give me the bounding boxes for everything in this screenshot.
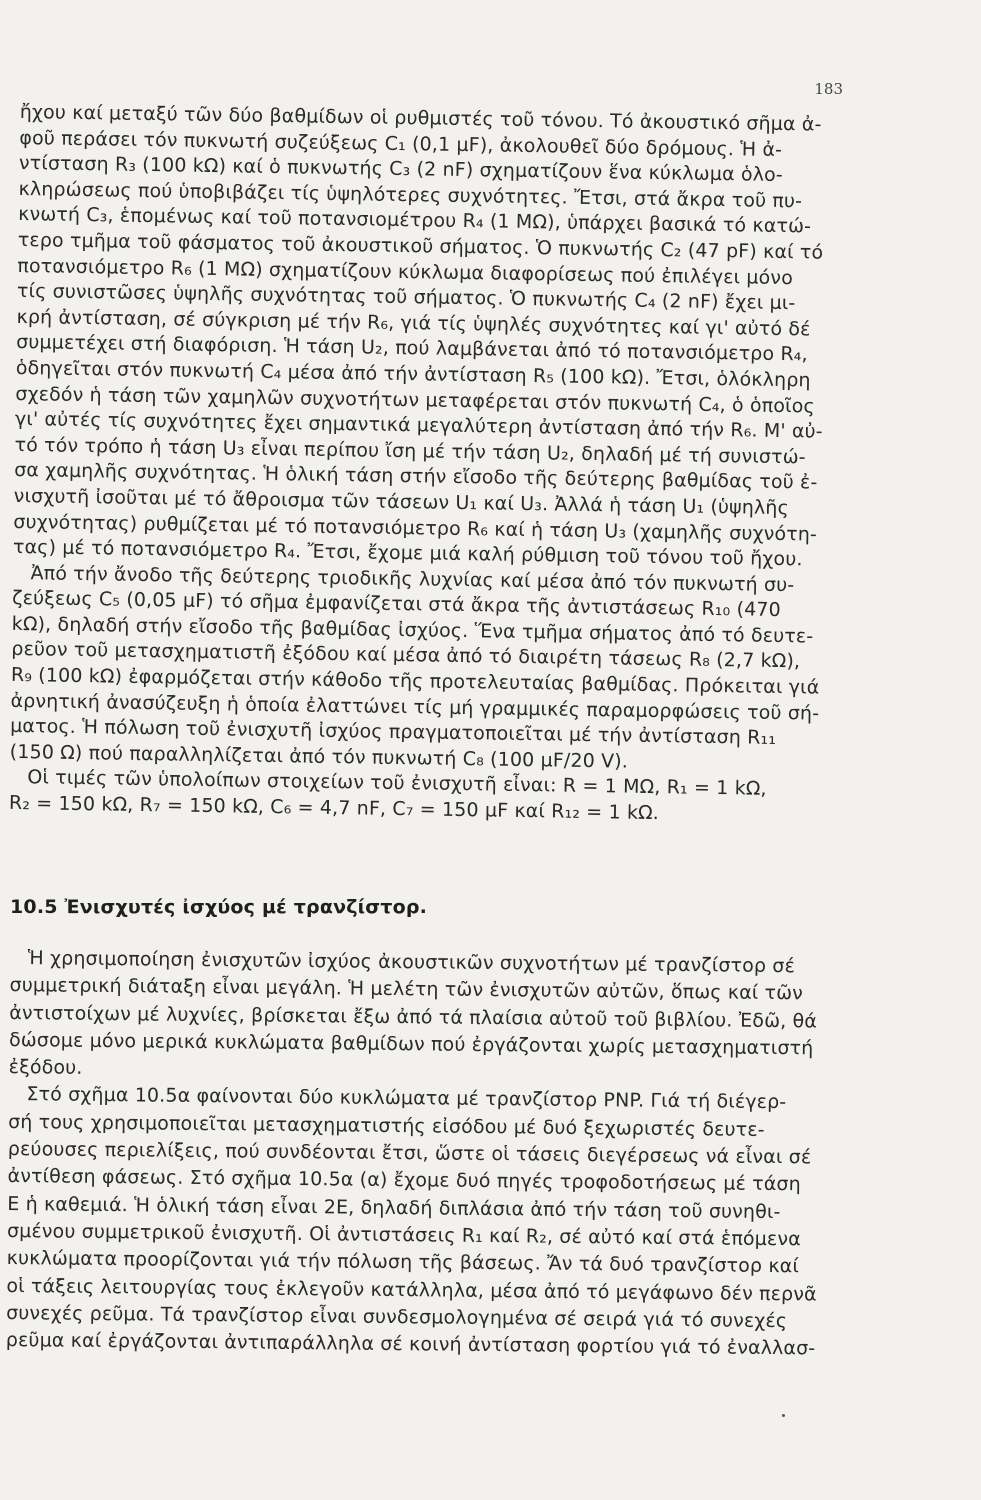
text-line: ἀρνητική ἀνασύζευξη ἡ ὁποία ἐλαττώνει τίς μή γραμμικές παραμορφώσεις τοῦ σή- [10,689,820,725]
page-number: 183 [814,80,843,98]
text-line: τό τόν τρόπο ἡ τάση U₃ εἶναι περίπου ἴση μέ τήν τάση U₂, δηλαδή μέ τή συνιστώ- [14,433,806,469]
text-line: σή τους χρησιμοποιεῖται μετασχηματιστής εἰσόδου μέ δυό ξεχωριστές δευτε- [8,1110,765,1141]
text-line: κυκλώματα προορίζονται γιά τήν πόλωση τῆς βάσεως. Ἄν τά δυό τρανζίστορ καί [6,1247,800,1278]
text-line: ζεύξεως C₅ (0,05 μF) τό σῆμα ἐμφανίζεται στά ἄκρα τῆς ἀντιστάσεως R₁₀ (470 [12,587,782,622]
text-line: δώσομε μόνο μερικά κυκλώματα βαθμίδων πού ἐργάζονται χωρίς μετασχηματιστή [8,1028,814,1060]
text-line: νισχυτῆ ἰσοῦται μέ τό ἄθροισμα τῶν τάσεων U₁ καί U₃. Ἀλλά ἡ τάση U₁ (ὑψηλῆς [13,484,790,520]
text-line: Ἡ χρησιμοποίηση ἐνισχυτῶν ἰσχύος ἀκουστικῶν συχνοτήτων μέ τρανζίστορ σέ [27,947,796,978]
text-line: κληρώσεως πού ὑποβιβάζει τίς ὑψηλότερες συχνότητες. Ἔτσι, στά ἄκρα τοῦ πυ- [18,177,803,213]
text-line: R₉ (100 kΩ) ἐφαρμόζεται στήν κάθοδο τῆς προτελευταίας βαθμίδας. Πρόκειται γιά [10,663,820,699]
text-line: (150 Ω) πού παραλληλίζεται ἀπό τόν πυκνωτή C₈ (100 μF/20 V). [9,740,629,773]
text-line: ματος. Ἡ πόλωση τοῦ ἐνισχυτῆ ἰσχύος πραγματοποιεῖται μέ τήν ἀντίσταση R₁₁ [9,715,777,750]
text-line: ἀντιστοίχων μέ λυχνίες, βρίσκεται ἔξω ἀπό τά πλαίσια αὐτοῦ τοῦ βιβλίου. Ἐδῶ, θά [9,1001,818,1033]
text-line: ἐξόδου. [8,1056,83,1079]
text-line: ρεῦμα καί ἐργάζονται ἀντιπαράλληλα σέ κοινή ἀντίσταση φορτίου γιά τό ἐναλλασ- [5,1329,816,1360]
text-line: ντίσταση R₃ (100 kΩ) καί ὁ πυκνωτής C₃ (2 nF) σχηματίζουν ἕνα κύκλωμα ὁλο- [18,152,784,187]
text-line: ἤχου καί μεταξύ τῶν δύο βαθμίδων οἱ ρυθμιστές τοῦ τόνου. Τό ἀκουστικό σῆμα ἀ- [19,100,822,136]
text-line: κνωτή C₃, ἑπομένως καί τοῦ ποτανσιομέτρου R₄ (1 MΩ), ὑπάρχει βασικά τό κατώ- [18,203,812,238]
paragraph-4 [9,945,840,1090]
text-line: τίς συνιστῶσες ὑψηλῆς συχνότητας τοῦ σήματος. Ὁ πυκνωτής C₄ (2 nF) ἔχει μι- [16,280,796,315]
text-line: σχεδόν ἡ τάση τῶν χαμηλῶν συχνοτήτων μεταφέρεται στόν πυκνωτή C₄, ὁ ὁποῖος [15,382,815,418]
text-line: ποτανσιόμετρο R₆ (1 MΩ) σχηματίζουν κύκλωμα διαφορίσεως πού ἐπιλέγει μόνο [17,254,794,289]
text-line: Ἀπό τήν ἄνοδο τῆς δεύτερης τριοδικῆς λυχνίας καί μέσα ἀπό τόν πυκνωτή συ- [30,561,795,596]
text-line: ἀντίθεση φάσεως. Στό σχῆμα 10.5α (α) ἔχομε δυό πηγές τροφοδοτήσεως μέ τάση [7,1165,801,1196]
text-line: συνεχές ρεῦμα. Τά τρανζίστορ εἶναι συνδεσμολογημένα σέ σειρά γιά τό συνεχές [6,1301,788,1333]
text-line: συμμετρική διάταξη εἶναι μεγάλη. Ἡ μελέτη τῶν ἐνισχυτῶν αὐτῶν, ὅπως καί τῶν [9,974,804,1005]
text-line: συχνότητας) ρυθμίζεται μέ τό ποτανσιόμετρο R₆ καί ἡ τάση U₃ (χαμηλῆς συχνότη- [13,510,818,546]
paragraph-2 [10,561,843,779]
text-line: τερο τμῆμα τοῦ φάσματος τοῦ ἀκουστικοῦ σήματος. Ὁ πυκνωτής C₂ (47 pF) καί τό [17,228,824,264]
section-heading: 10.5 Ἐνισχυτές ἰσχύος μέ τρανζίστορ. [10,896,428,918]
text-line: κρή ἀντίσταση, σέ σύγκριση μέ τήν R₆, γιά τίς ὑψηλές συχνότητες καί γι' αὐτό δέ [16,305,811,341]
text-line: οἱ τάξεις λειτουργίας τους ἐκλεγοῦν κατάλληλα, μέσα ἀπό τό μεγάφωνο δέν περνᾶ [6,1274,817,1306]
text-line: E ἡ καθεμιά. Ἡ ὁλική τάση εἶναι 2E, δηλαδή διπλάσια ἀπό τήν τάση τοῦ συνηθι- [7,1192,781,1223]
text-line: Στό σχῆμα 10.5α φαίνονται δύο κυκλώματα μέ τρανζίστορ PNP. Γιά τή διέγερ- [26,1083,787,1114]
text-line: γι' αὐτές τίς συχνότητες ἔχει σημαντικά μεγαλύτερη ἀντίσταση ἀπό τήν R₆. Μ' αὐ- [14,408,823,443]
text-line: Οἱ τιμές τῶν ὑπολοίπων στοιχείων τοῦ ἐνισχυτῆ εἶναι: R = 1 MΩ, R₁ = 1 kΩ, [27,766,767,801]
scan-speck [782,1414,785,1417]
lower-text-block [6,945,840,1363]
text-line: R₂ = 150 kΩ, R₇ = 150 kΩ, C₆ = 4,7 nF, C₇ = 150 μF καί R₁₂ = 1 kΩ. [8,791,660,825]
text-line: ρεύουσες περιελίξεις, πού συνδέονται ἔτσι, ὥστε οἱ τάσεις διεγέρσεως νά εἶναι σέ [7,1138,812,1169]
paragraph-1 [13,100,850,574]
text-line: τας) μέ τό ποτανσιόμετρο R₄. Ἔτσι, ἔχομε μιά καλή ρύθμιση τοῦ τόνου τοῦ ἤχου. [12,536,803,571]
upper-text-block [9,100,850,830]
text-line: kΩ), δηλαδή στήν εἴσοδο τῆς βαθμίδας ἰσχύος. Ἕνα τμῆμα σήματος ἀπό τό δευτε- [11,612,814,648]
text-line: συμμετέχει στή διαφόριση. Ἡ τάση U₂, πού λαμβάνεται ἀπό τό ποτανσιόμετρο R₄, [16,331,808,366]
text-line: ρεῦον τοῦ μετασχηματιστῆ ἐξόδου καί μέσα ἀπό τό διαιρέτη τάσεως R₈ (2,7 kΩ), [11,638,801,673]
text-line: ὁδηγεῖται στόν πυκνωτή C₄ μέσα ἀπό τήν ἀντίσταση R₅ (100 kΩ). Ἔτσι, ὁλόκληρη [15,356,811,392]
text-line: σα χαμηλῆς συχνότητας. Ἡ ὁλική τάση στήν εἴσοδο τῆς δεύτερης βαθμίδας τοῦ ἐ- [14,459,818,494]
text-line: φοῦ περάσει τόν πυκνωτή συζεύξεως C₁ (0,1 μF), ἀκολουθεῖ δύο δρόμους. Ἡ ἀ- [19,126,783,161]
text-line: σμένου συμμετρικοῦ ἐνισχυτῆ. Οἱ ἀντιστάσεις R₁ καί R₂, σέ αὐτό καί στά ἑπόμενα [6,1219,801,1251]
paragraph-5 [6,1081,839,1363]
